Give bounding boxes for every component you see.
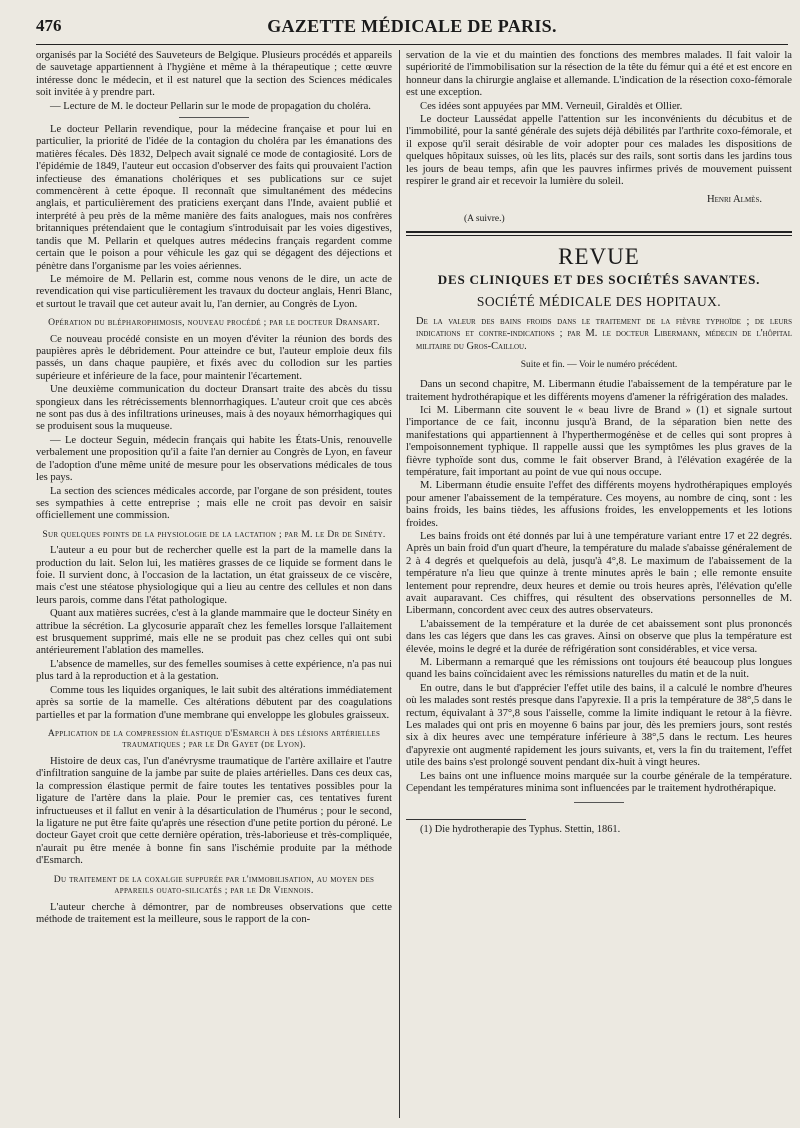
paragraph: L'absence de mamelles, sur des femelles soumises à cette expérience, n'a pas nui plus tard à la reproduction et à la gestation. bbox=[36, 658, 392, 683]
society-title: SOCIÉTÉ MÉDICALE DES HOPITAUX. bbox=[476, 293, 722, 309]
paragraph: Ces idées sont appuyées par MM. Verneuil, Giraldès et Ollier. bbox=[420, 100, 683, 112]
column-divider bbox=[399, 50, 400, 1118]
paragraph: La section des sciences médicales accorde, par l'organe de son président, toutes ses sympathies à cette entreprise ; mais elle ne croit pas devoir en saisir officiellement une commission. bbox=[36, 485, 392, 522]
paragraph: organisés par la Société des Sauveteurs de Belgique. Plusieurs procédés et appareils de sauvetage appartiennent à l'hygiène et même à la thérapeutique ; cette œuvre intéresse donc le médecin, et il est naturel que la section des Sciences médicales soit invitée à y prendre part. bbox=[36, 50, 392, 99]
page-number: 476 bbox=[36, 16, 62, 35]
paragraph: Le docteur Laussédat appelle l'attention sur les inconvénients du décubitus et de l'immobilité, pour la santé générale des sujets déjà débilités par l'arthrite coxo-fémorale, et il expose qu'il serait désirable de voir adopter pour ces malades les dispositions de quelques hôpitaux suisses, où les lits, placés sur des rails, sont sortis dans les jardins tous les jours de beau temps, afin que les pauvres infirmes privés de mouvement puissent respirer le grand air et recevoir la lumière du soleil. bbox=[406, 114, 792, 188]
paragraph: Histoire de deux cas, l'un d'anévrysme traumatique de l'artère axillaire et l'autre d'infiltration sanguine de la jambe par suite de plaies artérielles. Dans ces deux cas, la compression élastique permit de faire toutes les tentatives possibles pour la ligature de l'artère dans la plaie. Pour le premier cas, ces tentatives furent infructueuses et il fallut en venir à la désarticulation de l'humérus ; pour le second, la ligature ne put être faite qu'après une résection d'une petite portion du péroné. Le docteur Gayet croit que cette dernière opération, très-laborieuse et très-compliquée, n'aurait pu être menée à bonne fin sans l'ischémie produite par la méthode d'Esmarch. bbox=[36, 755, 392, 867]
paragraph: L'auteur a eu pour but de rechercher quelle est la part de la mamelle dans la production du lait. Selon lui, les matières grasses de ce liquide se forment dans le foie. Il survient donc, à l'occasion de la lactation, un état graisseux de ce viscère, mais c'est une stéatose physiologique qui a lieu au centre des cellules et non dans leurs parois, comme dans l'état pathologique. bbox=[36, 545, 392, 606]
paragraph: Le docteur Pellarin revendique, pour la médecine française et pour lui en particulier, la priorité de l'idée de la contagion du choléra par les émanations des matières fécales. Dès 1832, Delpech avait signalé ce mode de contagiosité. Lors de l'épidémie de 1849, l'auteur eut occasion d'observer des faits qui prouvaient l'action infectieuse des émanations cholériques et ses publications sur ce sujet commencèrent à cette époque. Il reconnaît que simultanément des médecins anglais, et particulièrement des praticiens exerçant dans l'Inde, avaient publié et interprété à peu près de la même manière des faits analogues, mais nos confrères britanniques prétendaient que le contagium s'introduisait par les voies digestives, tandis que M. Pellarin et quelques autres médecins français regardent comme certain que le poison a pour véhicule les gaz qui se dégagent des déjections et pénètre dans l'organisme par les voies aériennes. bbox=[36, 124, 392, 272]
page-header bbox=[36, 14, 788, 45]
paragraph: Le mémoire de M. Pellarin est, comme nous venons de le dire, un acte de revendication qui vise particulièrement les travaux du docteur anglais, Henri Blanc, et surtout le travail que cet auteur avait lu, l'an dernier, au Congrès de Lyon. bbox=[36, 273, 392, 310]
author-signature: Henri Almès. bbox=[706, 194, 762, 206]
paragraph: L'abaissement de la température et la durée de cet abaissement sont plus prononcés dans les cas légers que dans les cas graves. Ainsi on observe que plus la température est élevée, moins le degré et la durée de réfrigération sont considérables, et vice versa. bbox=[406, 618, 792, 655]
paragraph: En outre, dans le but d'apprécier l'effet utile des bains, il a calculé le nombre d'heures où les malades sont restés presque dans l'apyrexie. Il a pris la température de 38°,5 dans le rectum, équivalant à 37°,8 sous l'aisselle, comme la limite indiquant le retour à la fièvre. Les malades qui ont pris en moyenne 6 bains par jour, dès les premiers jours, sont restés six à dix heures avec une température inférieure à 38°,5 dans le rectum. Les heures d'apyrexie ont augmenté rapidement les jours suivants, et, vers la fin du traitement, l'effet utile des bains s'est prolongé souvent pendant dix-huit à vingt heures. bbox=[406, 682, 792, 769]
paragraph: Quant aux matières sucrées, c'est à la glande mammaire que le docteur Sinéty en attribue la sécrétion. La glycosurie apparaît chez les femelles lorsque l'allaitement est brusquement supprimé, mais elle ne se produit pas chez celles qui ont subi antérieurement l'ablation des mamelles. bbox=[36, 608, 392, 657]
paragraph: L'auteur cherche à démontrer, par de nombreuses observations que cette méthode de traitement est la meilleure, sous le rapport de la con- bbox=[36, 901, 392, 925]
continuation-note: Suite et fin. — Voir le numéro précédent. bbox=[520, 359, 678, 370]
paragraph: — Le docteur Seguin, médecin français qui habite les États-Unis, renouvelle verbalement une proposition qu'il a faite l'an dernier au Congrès de Lyon, en faveur de l'adoption d'une même unité de mesure pour les observations médicales de tous les pays. bbox=[36, 434, 392, 484]
revue-title: REVUE bbox=[558, 244, 640, 270]
paragraph: M. Libermann a remarqué que les rémissions ont toujours été beaucoup plus longues quand les bains coïncidaient avec les rémissions naturelles du matin et de la nuit. bbox=[406, 657, 792, 681]
section-title: Opération du blépharophimosis, nouveau procédé ; par le docteur Dransart. bbox=[48, 317, 380, 329]
section-title: Application de la compression élastique d'Esmarch à des lésions artérielles traumatiques ; par le Dr Gayet (de Lyon). bbox=[47, 727, 381, 751]
paragraph: Comme tous les liquides organiques, le lait subit des altérations immédiatement après sa sortie de la mamelle. Ces altérations débutent par des coagulations partielles et par la formation d'une membrane qui enveloppe les globules graisseux. bbox=[36, 684, 392, 721]
article-title: De la valeur des bains froids dans le traitement de la fièvre typhoïde ; de leurs indications et contre-indications ; par M. le docteur Libermann, médecin de l'hôpital militaire du Gros-Caillou. bbox=[416, 316, 792, 352]
divider bbox=[574, 802, 624, 803]
paragraph: Les bains froids ont été donnés par lui à une température variant entre 17 et 22 degrés. Après un bain froid d'un quart d'heure, la température du malade s'abaisse généralement de 2 à 4 degrés et quelquefois au delà, jusqu'à 4°,8. Le maximum de l'abaissement de la température n'a lieu que quinze à trente minutes après le bain ; elle remonte ensuite lentement pour reprendre, deux heures et demie ou trois heures après, l'élévation qu'elle avait auparavant. Ces chiffres, qui résultent des observations personnelles de M. Libermann, concordent avec ceux des autres observateurs. bbox=[406, 530, 792, 617]
paragraph: — Lecture de M. le docteur Pellarin sur le mode de propagation du choléra. bbox=[50, 100, 371, 112]
section-title: Sur quelques points de la physiologie de la lactation ; par M. le Dr de Sinéty. bbox=[42, 528, 386, 540]
journal-title: GAZETTE MÉDICALE DE PARIS. bbox=[267, 16, 557, 36]
left-column bbox=[36, 50, 392, 1120]
paragraph: Ici M. Libermann cite souvent le « beau livre de Brand » (1) et signale surtout l'importance de ce fait, inconnu jusqu'à Brand, de la séparation bien nette des manifestations qui appartiennent à l'hyperthermogénèse et de celles qui sont propres à l'empoisonnement typhique. Il rappelle aussi que les symptômes les plus graves de la fièvre typhoïde sont dus, comme le fait observer Brand, à l'élévation exagérée de la température, fait important au point de vue qui nous occupe. bbox=[406, 404, 792, 478]
section-title: Du traitement de la coxalgie suppurée par l'immobilisation, au moyen des appareils ouato-silicatés ; par le Dr Viennois. bbox=[53, 873, 375, 897]
paragraph: servation de la vie et du maintien des fonctions des membres malades. Il fait valoir la supériorité de l'immobilisation sur la résection de la tête du fémur qui a été et est encore en honneur dans la chirurgie anglaise et allemande. L'indication de la résection coxo-fémorale est une exception. bbox=[406, 50, 792, 99]
paragraph: M. Libermann étudie ensuite l'effet des différents moyens hydrothérapiques employés pour amener l'abaissement de la température. Ces moyens, au nombre de cinq, sont : les bains froids, les bains tièdes, les affusions froides, les enveloppements et les lotions froides. bbox=[406, 480, 792, 529]
paragraph: Les bains ont une influence moins marquée sur la courbe générale de la température. Cependant les températures minima sont influencées par le traitement hydrothérapique. bbox=[406, 770, 792, 795]
divider bbox=[179, 117, 249, 118]
revue-subtitle: DES CLINIQUES ET DES SOCIÉTÉS SAVANTES. bbox=[437, 272, 761, 288]
section-rule bbox=[406, 235, 792, 236]
right-column bbox=[406, 50, 792, 1120]
paragraph: Dans un second chapitre, M. Libermann étudie l'abaissement de la température par le traitement hydrothérapique et les différents moyens d'amener la réfrigération des malades. bbox=[406, 379, 792, 403]
paragraph: Ce nouveau procédé consiste en un moyen d'éviter la réunion des bords des paupières après le débridement. Pour atteindre ce but, l'auteur emploie deux fils passés, un dans chaque paupière, et fixés avec du collodion sur les parties supérieure et inférieure de la face, pour maintenir l'écartement. bbox=[36, 333, 392, 382]
paragraph: Une deuxième communication du docteur Dransart traite des abcès du tissu spongieux dans les rétrécissements blennorrhagiques. L'auteur croit que ces abcès ne sont pas dus à des infiltrations urineuses, mais à des noyaux hémorrhagiques qui se produisent sous la muqueuse. bbox=[36, 384, 392, 433]
footnote-rule bbox=[406, 819, 526, 820]
to-be-continued-note: (A suivre.) bbox=[464, 213, 505, 224]
section-rule bbox=[406, 231, 792, 233]
footnote: (1) Die hydrotherapie des Typhus. Stettin, 1861. bbox=[420, 823, 621, 835]
